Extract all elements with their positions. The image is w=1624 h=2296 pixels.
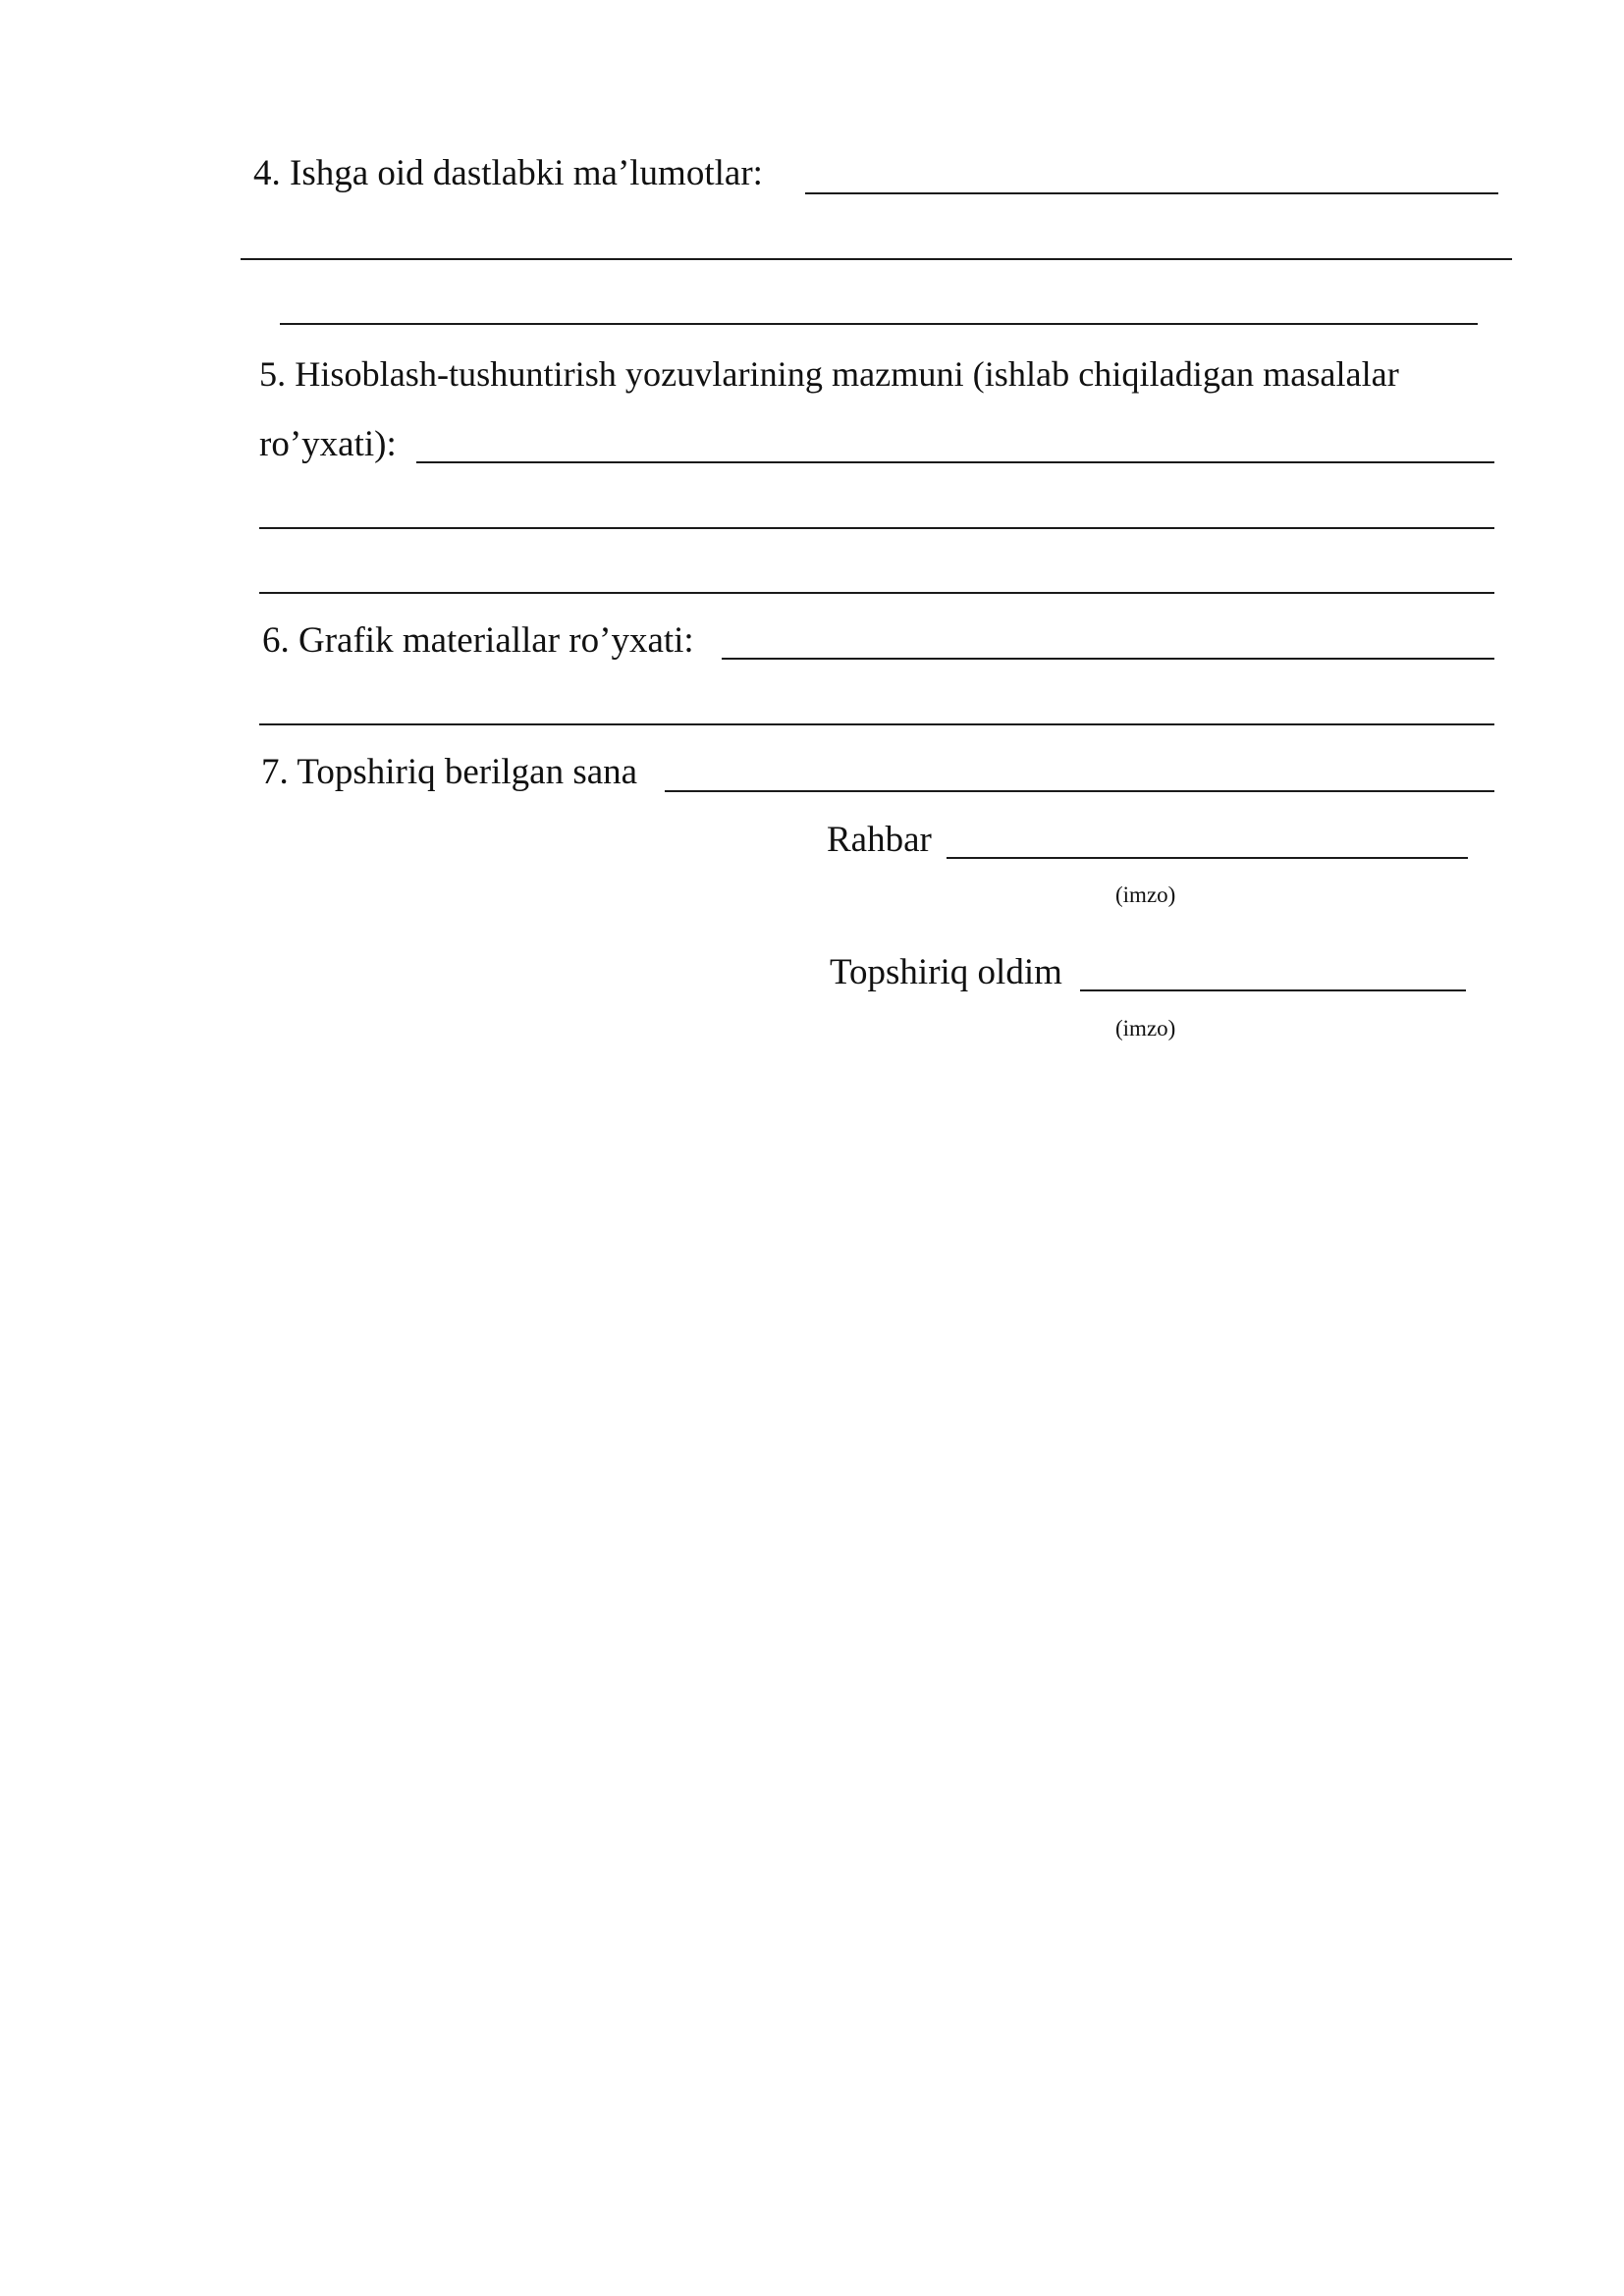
item6-fill-line-2[interactable] [259, 723, 1494, 725]
item4-fill-line-3[interactable] [280, 323, 1478, 325]
item4-fill-line-1[interactable] [805, 192, 1498, 194]
item5-fill-line-3[interactable] [259, 592, 1494, 594]
item7-date-line[interactable] [665, 790, 1494, 792]
item5-fill-line-2[interactable] [259, 527, 1494, 529]
supervisor-signature-caption: (imzo) [1115, 882, 1176, 907]
supervisor-label: Rahbar [827, 820, 932, 860]
item5-label-line2: ro’yxati): [259, 424, 397, 464]
item7-label: 7. Topshiriq berilgan sana [261, 752, 638, 792]
item5-label-line1: 5. Hisoblash-tushuntirish yozuvlarining mazmuni (ishlab chiqiladigan masalalar [259, 354, 1399, 394]
received-signature-line[interactable] [1080, 989, 1466, 991]
supervisor-signature-line[interactable] [947, 857, 1468, 859]
item6-fill-line-1[interactable] [722, 658, 1494, 660]
received-label: Topshiriq oldim [830, 952, 1062, 992]
item4-fill-line-2[interactable] [241, 258, 1512, 260]
item6-label: 6. Grafik materiallar ro’yxati: [262, 620, 694, 661]
item4-label: 4. Ishga oid dastlabki ma’lumotlar: [253, 153, 763, 193]
received-signature-caption: (imzo) [1115, 1016, 1176, 1041]
item5-fill-line-1[interactable] [416, 461, 1494, 463]
